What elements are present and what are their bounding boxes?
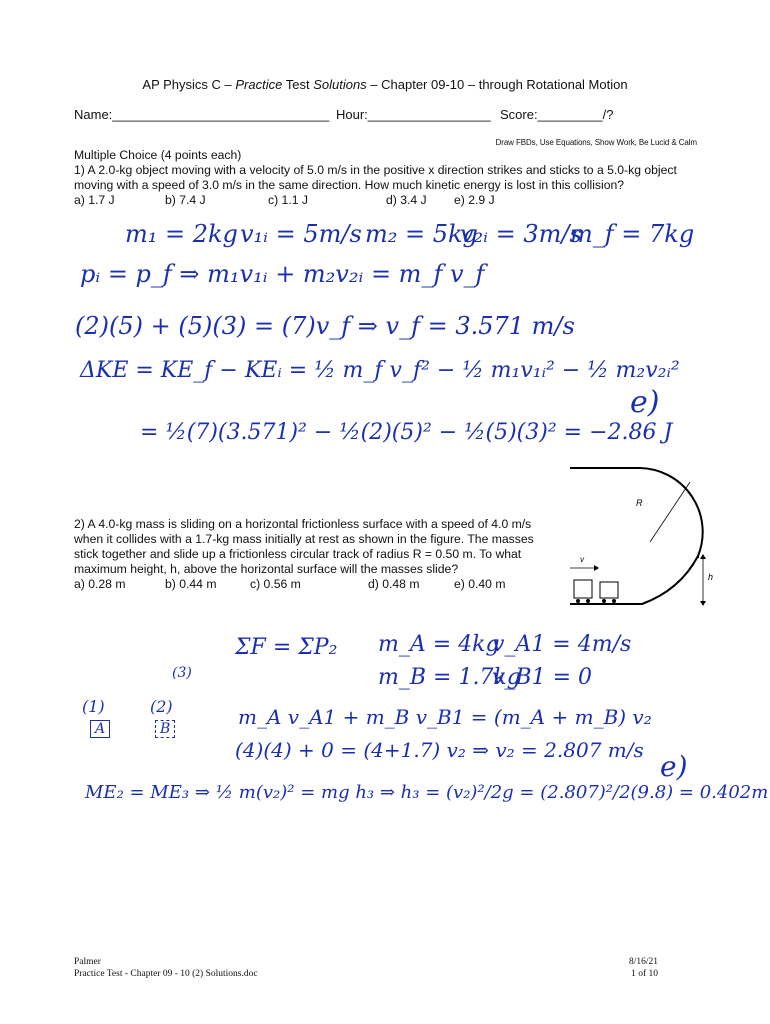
q1-choice-a: a) 1.7 J	[74, 193, 115, 207]
section-heading: Multiple Choice (4 points each)	[74, 148, 242, 162]
q1-work-v2i: v₂ᵢ = 3m/s	[460, 220, 582, 248]
radius-line	[650, 482, 690, 542]
footer-date: 8/16/21	[628, 957, 658, 967]
q2-work-answer: e)	[660, 750, 688, 783]
q1-work-m1: m₁ = 2kg	[125, 220, 238, 248]
q1-work-m2: m₂ = 5kg	[365, 220, 478, 248]
footer-author: Palmer	[74, 957, 101, 967]
q2-work-ma: m_A = 4kg	[378, 632, 500, 657]
q1-choice-c: c) 1.1 J	[268, 193, 308, 207]
q1-choice-b: b) 7.4 J	[165, 193, 206, 207]
q2-choice-e: e) 0.40 m	[454, 577, 506, 591]
page-title: AP Physics C – Practice Test Solutions – Chapter 09-10 – through Rotational Motion	[142, 77, 628, 92]
q1-text-line2: moving with a speed of 3.0 m/s in the same direction. How much kinetic energy is lost in this collision?	[74, 178, 625, 192]
height-label: h	[708, 572, 714, 582]
q2-choice-a: a) 0.28 m	[74, 577, 126, 591]
q2-work-va1: v_A1 = 4m/s	[492, 632, 632, 657]
q1-text-line1: 1) A 2.0-kg object moving with a velocity of 5.0 m/s in the positive x direction strikes and sticks to a 5.0-kg object	[74, 163, 677, 177]
score-field: Score:_________/?	[500, 107, 614, 122]
q2-choice-d: d) 0.48 m	[368, 577, 420, 591]
footer-right	[629, 956, 658, 980]
q1-work-mf: m_f = 7kg	[570, 220, 695, 248]
q2-choice-b: b) 0.44 m	[165, 577, 217, 591]
q2-work-block-b: B	[155, 720, 175, 738]
q2-work-block-a: A	[90, 720, 110, 738]
q2-work-mb: m_B = 1.7kg	[378, 665, 521, 690]
q1-choice-e: e) 2.9 J	[454, 193, 495, 207]
circular-track	[570, 468, 703, 556]
q2-work-vb1: v_B1 = 0	[492, 665, 593, 690]
radius-label: R	[636, 498, 643, 508]
footer-page-number: 1 of 10	[631, 969, 658, 979]
track-figure	[560, 462, 720, 612]
q1-work-v1i: v₁ᵢ = 5m/s	[240, 220, 362, 248]
block-a	[574, 580, 592, 598]
q2-text-line4: maximum height, h, above the horizontal surface will the masses slide?	[74, 562, 459, 576]
footer-filename: Practice Test - Chapter 09 - 10 (2) Solutions.doc	[74, 969, 258, 979]
q2-text-line2: when it collides with a 1.7-kg mass initially at rest as shown in the figure. The masses	[74, 532, 534, 546]
q1-work-vf: (2)(5) + (5)(3) = (7)v_f ⇒ v_f = 3.571 m/s	[75, 312, 575, 340]
q2-work-momentum: m_A v_A1 + m_B v_B1 = (m_A + m_B) v₂	[238, 705, 652, 729]
q1-work-answer: e)	[630, 385, 660, 420]
footer-left	[74, 956, 258, 980]
q1-work-dke: ΔKE = KE_f − KEᵢ = ½ m_f v_f² − ½ m₁v₁ᵢ² − ½ m₂v₂ᵢ²	[80, 358, 680, 383]
q1-choice-d: d) 3.4 J	[386, 193, 427, 207]
name-field: Name:______________________________	[74, 107, 330, 122]
q2-work-height: ME₂ = ME₃ ⇒ ½ m(v₂)² = mg h₃ ⇒ h₃ = (v₂)²/2g = (2.807)²/2(9.8) = 0.402m	[85, 782, 769, 803]
q2-work-sum: ΣF = ΣP₂	[235, 635, 338, 660]
q2-text-line1: 2) A 4.0-kg mass is sliding on a horizontal frictionless surface with a speed of 4.0 m/s	[74, 517, 532, 531]
block-b	[600, 582, 618, 598]
hour-field: Hour:_________________	[336, 107, 491, 122]
q2-work-v2: (4)(4) + 0 = (4+1.7) v₂ ⇒ v₂ = 2.807 m/s	[235, 738, 644, 762]
q2-text-line3: stick together and slide up a frictionless circular track of radius R = 0.50 m. To what	[74, 547, 522, 561]
instructions: Draw FBDs, Use Equations, Show Work, Be Lucid & Calm	[495, 138, 697, 147]
q2-work-label1: (1)	[82, 697, 105, 716]
q1-work-result: = ½(7)(3.571)² − ½(2)(5)² − ½(5)(3)² = −2.86 J	[140, 420, 673, 445]
q2-work-label3: (3)	[172, 665, 192, 681]
q2-work-label2: (2)	[150, 697, 173, 716]
velocity-label: v	[580, 555, 584, 564]
q1-work-momentum: pᵢ = p_f ⇒ m₁v₁ᵢ + m₂v₂ᵢ = m_f v_f	[80, 260, 485, 288]
q2-choice-c: c) 0.56 m	[250, 577, 301, 591]
